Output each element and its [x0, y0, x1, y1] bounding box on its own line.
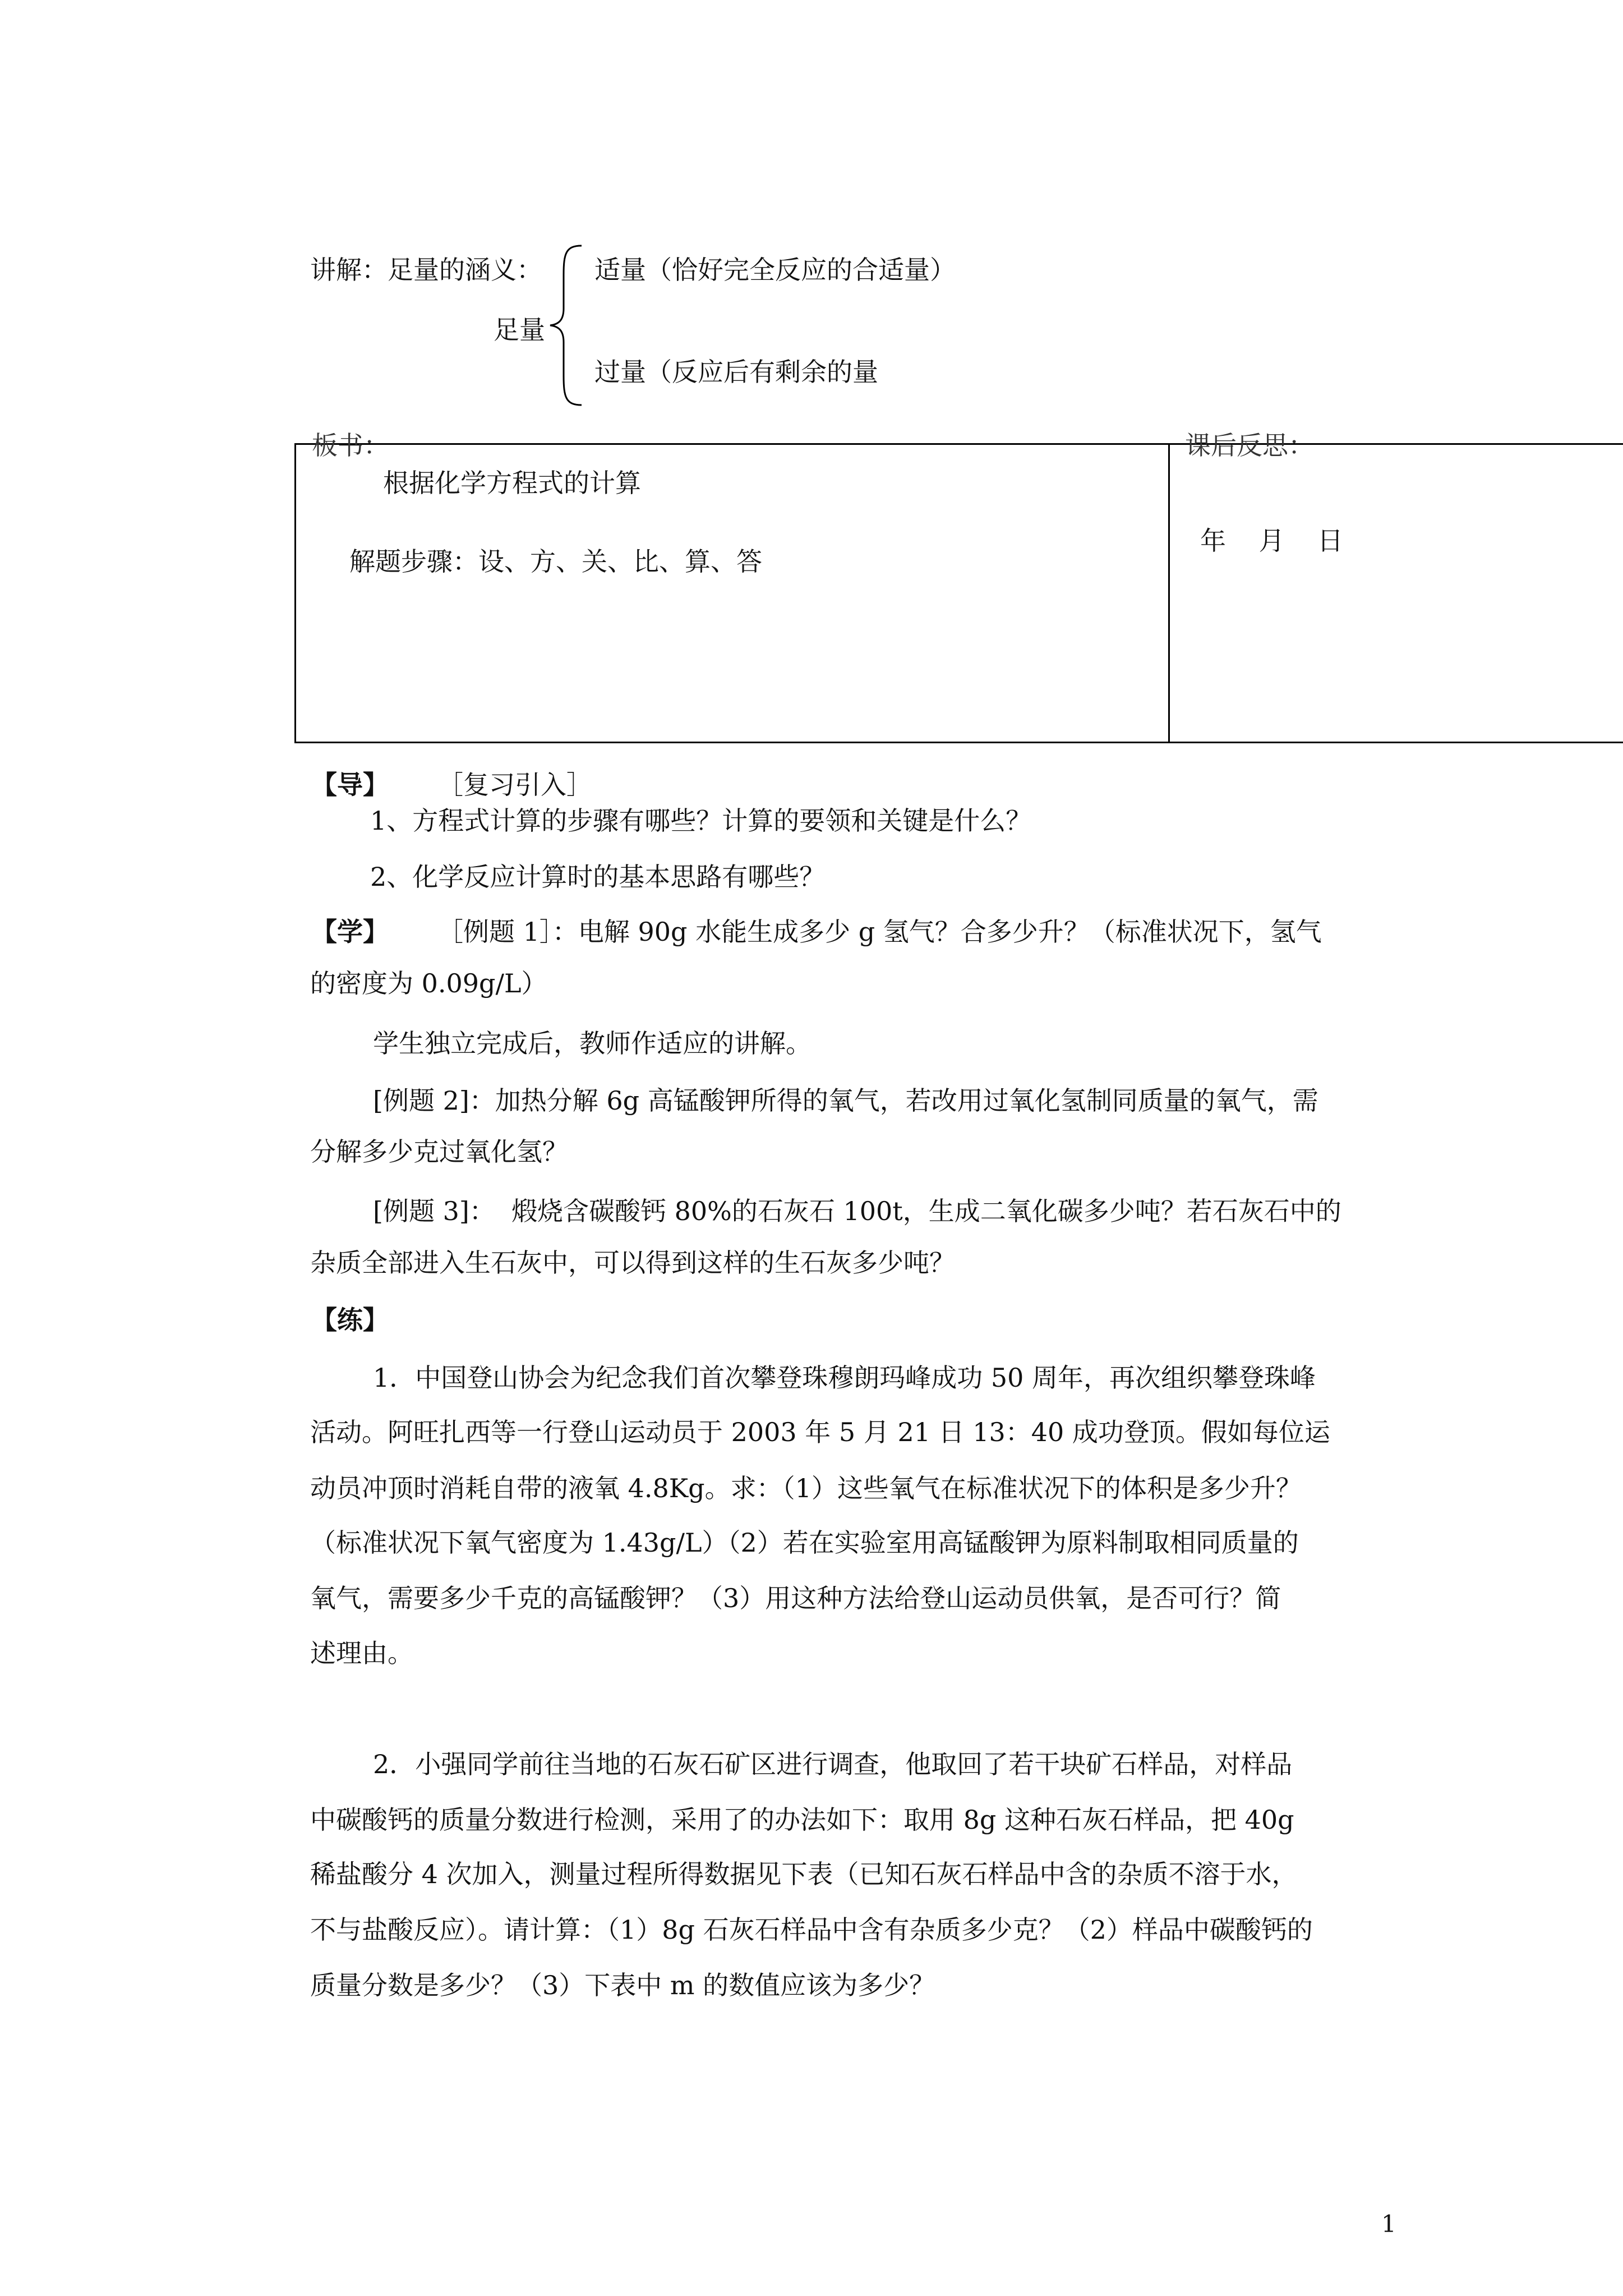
guide-label: ［复习引入］ — [437, 770, 592, 800]
board-title: 根据化学方程式的计算 — [383, 468, 641, 498]
guide-tag: 【导】 — [311, 770, 389, 800]
guide-question-2: 2、化学反应计算时的基本思路有哪些？ — [370, 862, 826, 892]
practice-1-line: 动员冲顶时消耗自带的液氧 4.8Kg。求：（1）这些氧气在标准状况下的体积是多少升？ — [310, 1473, 1302, 1503]
board-left-header: 板书： — [312, 430, 389, 461]
practice-1-line: 活动。阿旺扎西等一行登山运动员于 2003 年 5 月 21 日 13：40 成功登顶。假如每位运 — [310, 1417, 1330, 1447]
note-upper-item: 适量（恰好完全反应的合适量） — [594, 255, 956, 285]
board-right-header: 课后反思： — [1185, 430, 1314, 461]
example-2-line-2: 分解多少克过氧化氢？ — [310, 1137, 568, 1167]
practice-2-line: 质量分数是多少？（3）下表中 m 的数值应该为多少？ — [310, 1970, 935, 2000]
learn-tag: 【学】 — [311, 917, 389, 947]
practice-1-line: 氧气，需要多少千克的高锰酸钾？（3）用这种方法给登山运动员供氧，是否可行？简 — [310, 1583, 1281, 1613]
practice-1-line: 1．中国登山协会为纪念我们首次攀登珠穆朗玛峰成功 50 周年，再次组织攀登珠峰 — [373, 1363, 1316, 1393]
board-date: 年 月 日 — [1200, 526, 1343, 556]
page-number: 1 — [1381, 2210, 1396, 2238]
practice-tag: 【练】 — [311, 1305, 389, 1335]
board-table — [294, 430, 1623, 743]
guide-question-1: 1、方程式计算的步骤有哪些？计算的要领和关键是什么？ — [370, 806, 1032, 836]
example-3-line-2: 杂质全部进入生石灰中，可以得到这样的生石灰多少吨？ — [310, 1248, 955, 1278]
note-lower-item: 过量（反应后有剩余的量 — [594, 357, 878, 387]
note-label: 讲解：足量的涵义： — [310, 255, 542, 285]
example-1-line-1: ［例题 1］：电解 90g 水能生成多少 g 氢气？合多少升？（标准状况下，氢气 — [437, 917, 1322, 947]
board-steps: 解题步骤：设、方、关、比、算、答 — [349, 546, 762, 577]
practice-2-line: 中碳酸钙的质量分数进行检测，采用了的办法如下：取用 8g 这种石灰石样品，把 40g — [310, 1805, 1294, 1835]
practice-1-line: （标准状况下氧气密度为 1.43g/L）（2）若在实验室用高锰酸钾为原料制取相同质量的 — [310, 1527, 1299, 1558]
note-center-term: 足量 — [494, 315, 545, 345]
example-2-line-1: [例题 2]：加热分解 6g 高锰酸钾所得的氧气，若改用过氧化氢制同质量的氧气，需 — [373, 1085, 1318, 1116]
board-divider — [1168, 445, 1170, 742]
practice-2-line: 2．小强同学前往当地的石灰石矿区进行调查，他取回了若干块矿石样品，对样品 — [373, 1749, 1293, 1779]
practice-2-line: 稀盐酸分 4 次加入，测量过程所得数据见下表（已知石灰石样品中含的杂质不溶于水， — [310, 1859, 1298, 1889]
example-1-line-2: 的密度为 0.09g/L） — [310, 968, 547, 999]
example-1-note: 学生独立完成后，教师作适应的讲解。 — [373, 1028, 811, 1059]
practice-2-line: 不与盐酸反应）。请计算：（1）8g 石灰石样品中含有杂质多少克？（2）样品中碳酸钙的 — [310, 1915, 1313, 1945]
example-3-line-1: [例题 3]： 煅烧含碳酸钙 80%的石灰石 100t，生成二氧化碳多少吨？若石灰石中的 — [373, 1196, 1341, 1226]
practice-1-line: 述理由。 — [310, 1638, 413, 1668]
curly-brace-icon — [547, 241, 586, 409]
